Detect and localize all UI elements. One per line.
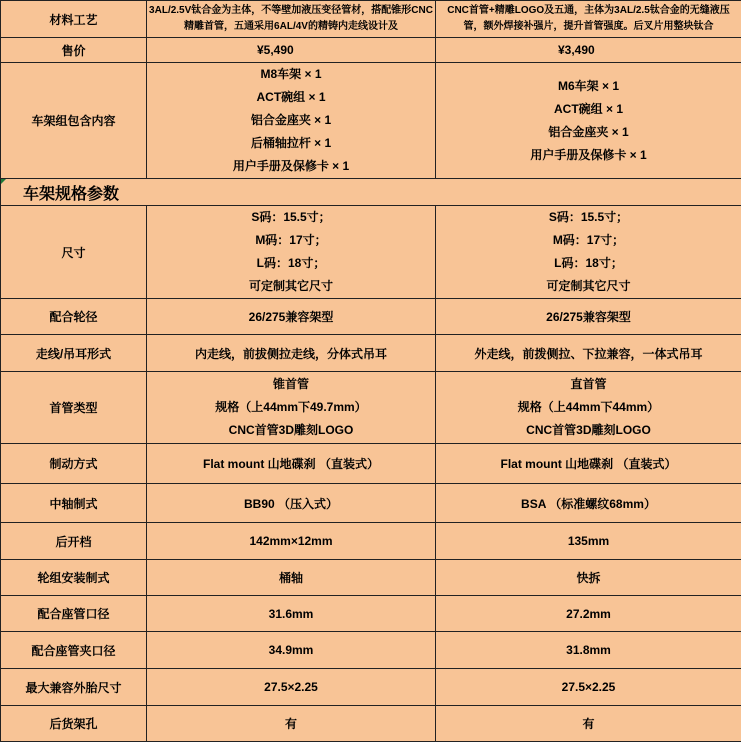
list-item: 规格（上44mm下44mm） — [438, 396, 739, 419]
list-item: M6车架 × 1 — [438, 75, 739, 98]
cell-model-a — [147, 63, 436, 179]
row-brake — [1, 444, 741, 484]
row-size — [1, 206, 741, 299]
list-item: 直首管 — [438, 373, 739, 396]
row-bottom-bracket — [1, 484, 741, 523]
section-header — [1, 179, 741, 206]
list-item: 后桶轴拉杆 × 1 — [149, 132, 433, 155]
list-item: M码：17寸； — [438, 229, 739, 252]
cell-model-a: 桶轴 — [147, 560, 436, 596]
row-seatpost-diameter — [1, 596, 741, 632]
cell-model-a: 内走线，前拔侧拉走线，分体式吊耳 — [147, 335, 436, 372]
cell-model-b — [436, 63, 741, 179]
cell-model-a: 27.5×2.25 — [147, 669, 436, 706]
row-label: 配合座管口径 — [1, 596, 147, 632]
cell-model-a: 142mm×12mm — [147, 523, 436, 560]
row-head-tube — [1, 372, 741, 444]
cell-model-b: 快拆 — [436, 560, 741, 596]
row-wheel-size — [1, 299, 741, 335]
row-rear-spacing — [1, 523, 741, 560]
row-label: 中轴制式 — [1, 484, 147, 523]
list-item: CNC首管3D雕刻LOGO — [438, 419, 739, 442]
section-title: 车架规格参数 — [23, 186, 119, 203]
list-item: 用户手册及保修卡 × 1 — [149, 155, 433, 178]
cell-model-a: 26/275兼容架型 — [147, 299, 436, 335]
row-seat-clamp-diameter — [1, 632, 741, 669]
row-label: 最大兼容外胎尺寸 — [1, 669, 147, 706]
row-label: 后开档 — [1, 523, 147, 560]
row-label: 配合座管夹口径 — [1, 632, 147, 669]
list-item: L码：18寸； — [149, 252, 433, 275]
row-axle-type — [1, 560, 741, 596]
cell-model-a: 34.9mm — [147, 632, 436, 669]
cell-model-b: BSA （标准螺纹68mm） — [436, 484, 741, 523]
section-title-cell — [1, 179, 741, 206]
list-item: 规格（上44mm下49.7mm） — [149, 396, 433, 419]
list-item: ACT碗组 × 1 — [438, 98, 739, 121]
cell-model-a: BB90 （压入式） — [147, 484, 436, 523]
row-label: 售价 — [1, 38, 147, 63]
list-item: 用户手册及保修卡 × 1 — [438, 144, 739, 167]
list-item: 铝合金座夹 × 1 — [438, 121, 739, 144]
list-item: L码：18寸； — [438, 252, 739, 275]
list-item: ACT碗组 × 1 — [149, 86, 433, 109]
row-label: 配合轮径 — [1, 299, 147, 335]
spec-table-body — [1, 1, 741, 742]
row-label: 后货架孔 — [1, 706, 147, 742]
cell-model-b: Flat mount 山地碟刹 （直装式） — [436, 444, 741, 484]
cell-model-b: 135mm — [436, 523, 741, 560]
row-label: 轮组安装制式 — [1, 560, 147, 596]
comment-marker-icon — [1, 179, 6, 184]
cell-model-b — [436, 206, 741, 299]
row-label: 制动方式 — [1, 444, 147, 484]
row-label: 尺寸 — [1, 206, 147, 299]
cell-model-a: ¥5,490 — [147, 38, 436, 63]
cell-model-b: 26/275兼容架型 — [436, 299, 741, 335]
list-item: S码：15.5寸； — [438, 206, 739, 229]
row-price — [1, 38, 741, 63]
row-label: 材料工艺 — [1, 1, 147, 38]
list-item: 锥首管 — [149, 373, 433, 396]
cell-model-a: 3AL/2.5V钛合金为主体，不等壁加液压变径管材，搭配锥形CNC精雕首管，五通采用6AL/4V的精铸内走线设计及 — [147, 1, 436, 38]
cell-model-b: CNC首管+精雕LOGO及五通，主体为3AL/2.5钛合金的无缝液压管，额外焊接补强片，提升首管强度。后叉片用整块钛合 — [436, 1, 741, 38]
row-max-tire — [1, 669, 741, 706]
list-item: M8车架 × 1 — [149, 63, 433, 86]
row-rack-mount — [1, 706, 741, 742]
row-label: 首管类型 — [1, 372, 147, 444]
cell-model-a: 31.6mm — [147, 596, 436, 632]
cell-model-b: 有 — [436, 706, 741, 742]
cell-model-a: 有 — [147, 706, 436, 742]
cell-model-b: 31.8mm — [436, 632, 741, 669]
cell-model-a: Flat mount 山地碟刹 （直装式） — [147, 444, 436, 484]
row-label: 走线/吊耳形式 — [1, 335, 147, 372]
list-item: CNC首管3D雕刻LOGO — [149, 419, 433, 442]
row-label: 车架组包含内容 — [1, 63, 147, 179]
cell-model-b — [436, 372, 741, 444]
list-item: 可定制其它尺寸 — [149, 275, 433, 298]
cell-model-b: ¥3,490 — [436, 38, 741, 63]
cell-model-a — [147, 372, 436, 444]
row-cable-routing — [1, 335, 741, 372]
list-item: S码：15.5寸； — [149, 206, 433, 229]
cell-model-b: 27.2mm — [436, 596, 741, 632]
list-item: 铝合金座夹 × 1 — [149, 109, 433, 132]
list-item: M码：17寸； — [149, 229, 433, 252]
list-item: 可定制其它尺寸 — [438, 275, 739, 298]
row-package — [1, 63, 741, 179]
row-material — [1, 1, 741, 38]
cell-model-b: 外走线，前拨侧拉、下拉兼容，一体式吊耳 — [436, 335, 741, 372]
cell-model-b: 27.5×2.25 — [436, 669, 741, 706]
cell-model-a — [147, 206, 436, 299]
